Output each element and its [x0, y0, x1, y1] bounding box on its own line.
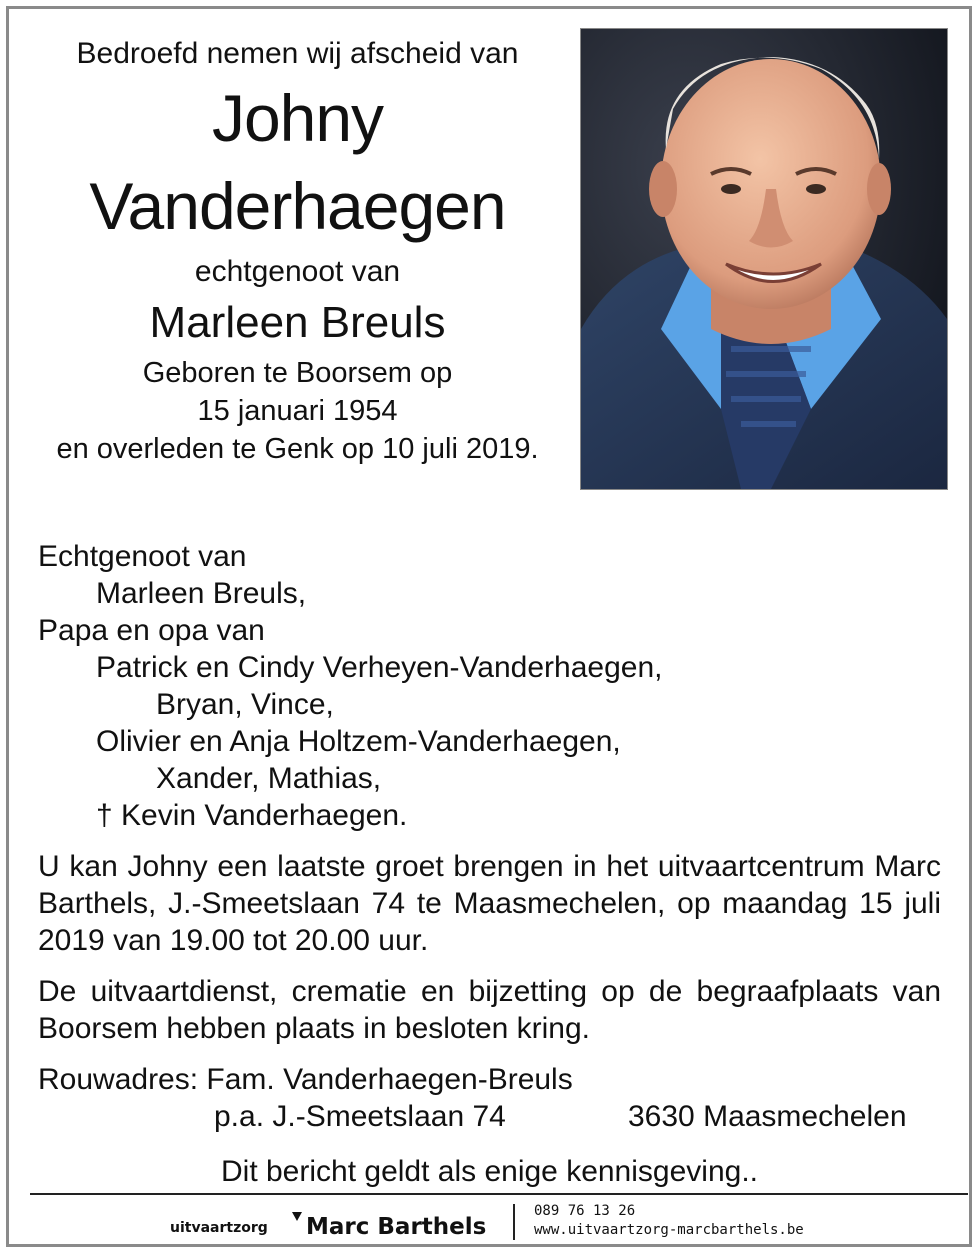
born-line-1: Geboren te Boorsem op [142, 357, 453, 389]
website-link[interactable]: www.uitvaartzorg-marcbarthels.be [534, 1222, 804, 1238]
spouse-name: Marleen Breuls [149, 298, 446, 347]
family-line: † Kevin Vanderhaegen. [96, 799, 408, 832]
phone-number: 089 76 13 26 [534, 1203, 636, 1219]
family-line: Echtgenoot van [38, 540, 247, 573]
notice-body [38, 538, 941, 1190]
contact-info [534, 1202, 804, 1240]
footer [170, 1198, 870, 1244]
deceased-first-name: Johny [211, 81, 384, 155]
closing-note: Dit bericht geldt als enige kennisgeving.. [221, 1155, 758, 1188]
footer-separator [513, 1204, 515, 1240]
intro-text: Bedroefd nemen wij afscheid van [76, 37, 519, 70]
family-line: Olivier en Anja Holtzem-Vanderhaegen, [96, 725, 621, 758]
triangle-icon [292, 1212, 302, 1221]
died-line: en overleden te Genk op 10 juli 2019. [56, 433, 539, 465]
address-street: p.a. J.-Smeetslaan 74 [214, 1100, 506, 1133]
spouse-label: echtgenoot van [194, 255, 401, 288]
deceased-last-name: Vanderhaegen [89, 169, 506, 243]
born-line-2: 15 januari 1954 [197, 395, 398, 427]
mourning-address [38, 1061, 941, 1135]
greeting-paragraph: U kan Johny een laatste groet brengen in het uitvaartcentrum Marc Barthels, J.-Smeetslaan 74 te Maasmechelen, op maandag 15 juli 2019 van 19.00 tot 20.00 uur. [38, 850, 941, 957]
notice-header [30, 30, 565, 468]
family-line: Xander, Mathias, [156, 762, 382, 795]
brand-small: uitvaartzorg [170, 1220, 268, 1236]
address-line: Rouwadres: Fam. Vanderhaegen-Breuls [38, 1063, 573, 1096]
family-line: Papa en opa van [38, 614, 265, 647]
service-paragraph: De uitvaartdienst, crematie en bijzetting op de begraafplaats van Boorsem hebben plaats in besloten kring. [38, 975, 941, 1045]
address-city: 3630 Maasmechelen [628, 1100, 907, 1133]
family-line: Patrick en Cindy Verheyen-Vanderhaegen, [96, 651, 663, 684]
brand-name: Marc Barthels [306, 1214, 487, 1240]
family-list [38, 538, 941, 834]
portrait-illustration [581, 29, 947, 489]
footer-divider [30, 1193, 968, 1195]
family-line: Marleen Breuls, [96, 577, 307, 610]
family-line: Bryan, Vince, [156, 688, 334, 721]
portrait-photo [580, 28, 948, 490]
